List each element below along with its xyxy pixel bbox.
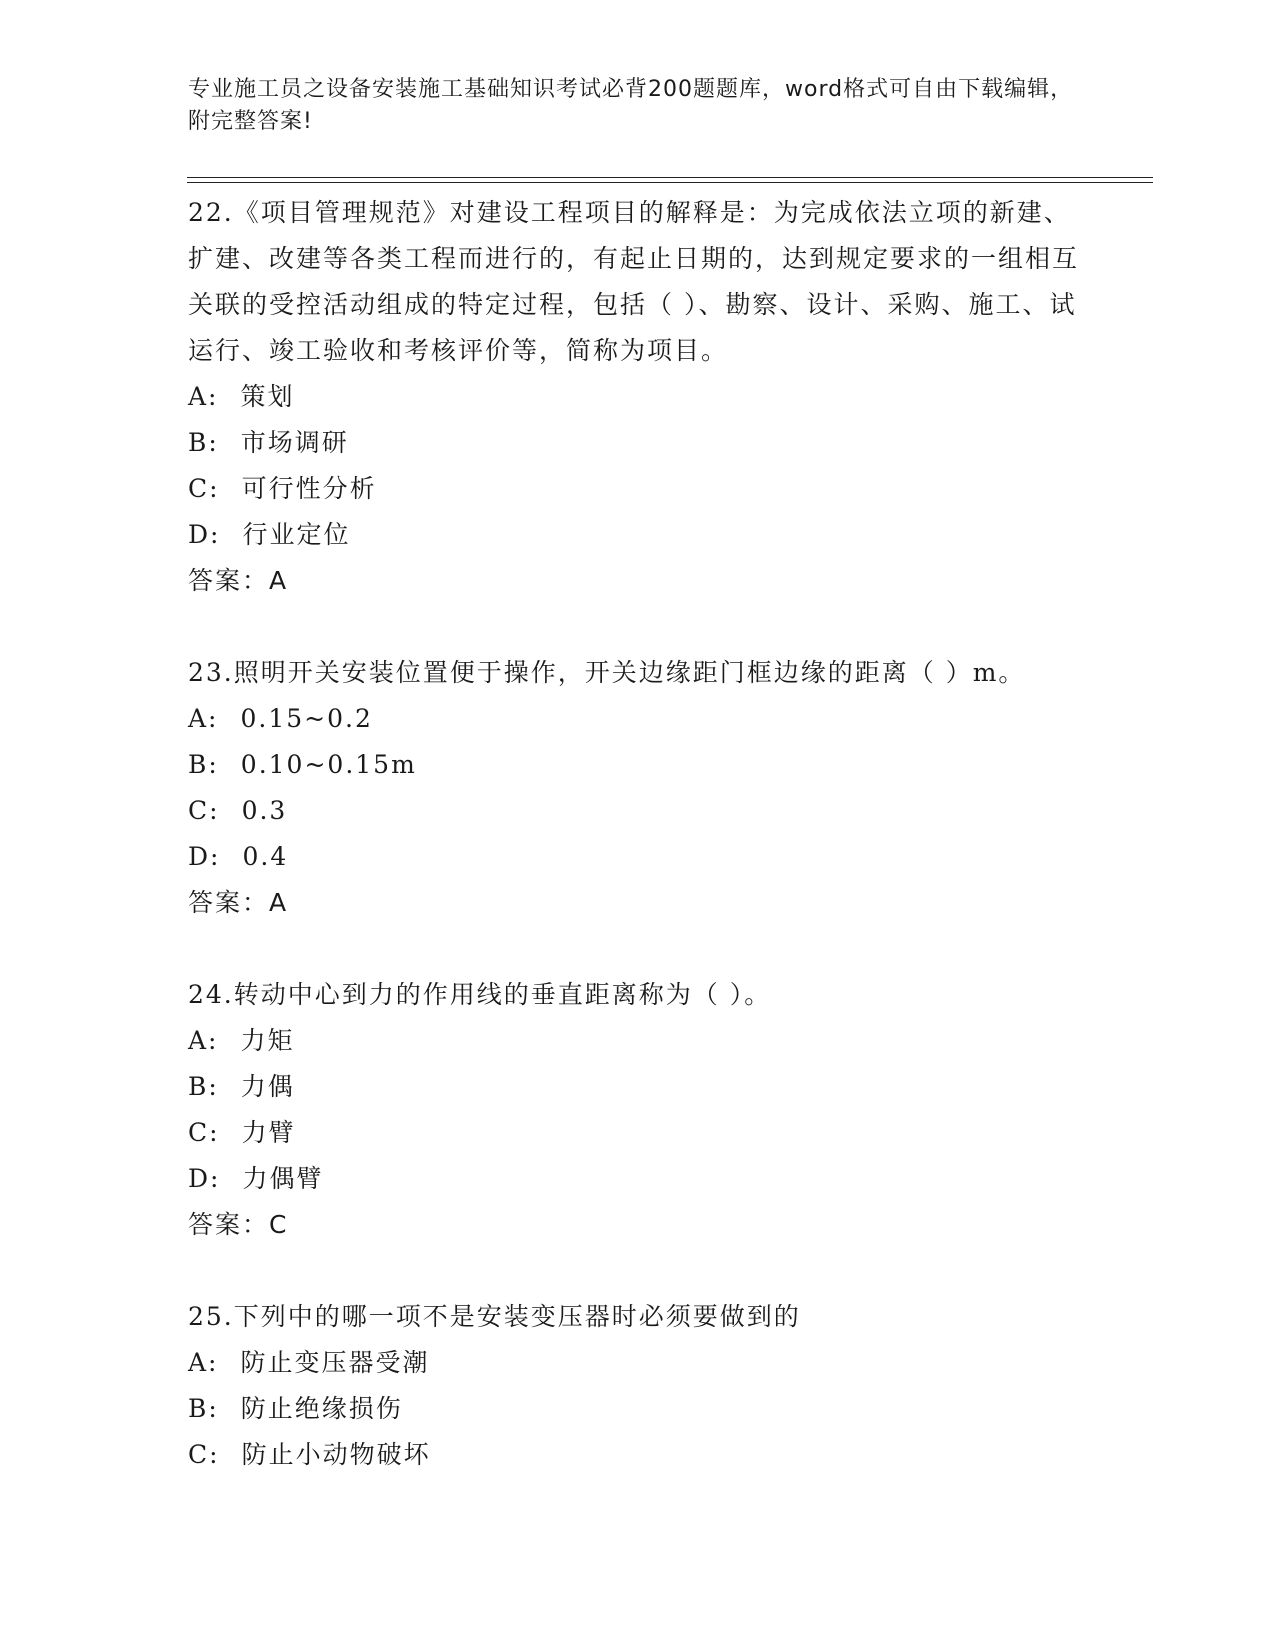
option-a [188,374,1088,420]
option-a [188,696,1088,742]
option-text: 策划 [240,382,295,411]
option-b [188,742,1088,788]
question-25 [188,1294,1088,1478]
question-22 [188,190,1088,604]
option-text: 0.3 [241,796,288,825]
option-letter: C: [188,474,220,503]
option-text: 力偶臂 [242,1164,324,1193]
question-list [188,190,1088,1478]
option-letter: D: [188,1164,221,1193]
option-text: 力臂 [241,1118,296,1147]
option-b [188,1064,1088,1110]
option-text: 力矩 [240,1026,295,1055]
option-text: 市场调研 [240,428,349,457]
option-text: 力偶 [240,1072,295,1101]
question-text: 24.转动中心到力的作用线的垂直距离称为（ ）。 [188,980,772,1009]
question-text: 25.下列中的哪一项不是安装变压器时必须要做到的 [188,1302,801,1331]
option-letter: A: [188,704,219,733]
option-letter: A: [188,1026,219,1055]
option-d [188,1156,1088,1202]
option-text: 0.15~0.2 [240,704,373,733]
answer-line: 答案：A [188,888,289,917]
question-23 [188,650,1088,926]
option-a [188,1340,1088,1386]
option-text: 防止变压器受潮 [240,1348,430,1377]
option-c [188,1110,1088,1156]
option-letter: C: [188,1118,220,1147]
option-letter: B: [188,750,219,779]
option-text: 0.10~0.15m [240,750,417,779]
option-letter: B: [188,1072,219,1101]
option-text: 防止小动物破坏 [241,1440,431,1469]
option-text: 行业定位 [242,520,351,549]
header-divider-bottom [187,182,1153,183]
document-header [188,74,1088,138]
option-letter: D: [188,842,221,871]
option-letter: B: [188,428,219,457]
option-c [188,466,1088,512]
option-letter: B: [188,1394,219,1423]
question-24 [188,972,1088,1248]
question-text: 23.照明开关安装位置便于操作，开关边缘距门框边缘的距离（ ）m。 [188,658,1026,687]
option-letter: A: [188,382,219,411]
header-divider-top [187,177,1153,178]
option-letter: C: [188,796,220,825]
option-letter: D: [188,520,221,549]
option-c [188,1432,1088,1478]
answer-line: 答案：C [188,1210,289,1239]
option-a [188,1018,1088,1064]
option-b [188,420,1088,466]
answer-line: 答案：A [188,566,289,595]
option-c [188,788,1088,834]
option-text: 0.4 [242,842,289,871]
option-b [188,1386,1088,1432]
option-d [188,512,1088,558]
question-text: 22.《项目管理规范》对建设工程项目的解释是：为完成依法立项的新建、扩建、改建等各类工程而进行的，有起止日期的，达到规定要求的一组相互关联的受控活动组成的特定过程，包括（ ）、勘察、设计、采购、施工、试运行、竣工验收和考核评价等，简称为项目。 [188,198,1080,365]
option-d [188,834,1088,880]
option-text: 可行性分析 [241,474,377,503]
option-text: 防止绝缘损伤 [240,1394,403,1423]
header-title: 专业施工员之设备安装施工基础知识考试必背200题题库，word格式可自由下载编辑，附完整答案! [188,77,1074,134]
option-letter: A: [188,1348,219,1377]
option-letter: C: [188,1440,220,1469]
